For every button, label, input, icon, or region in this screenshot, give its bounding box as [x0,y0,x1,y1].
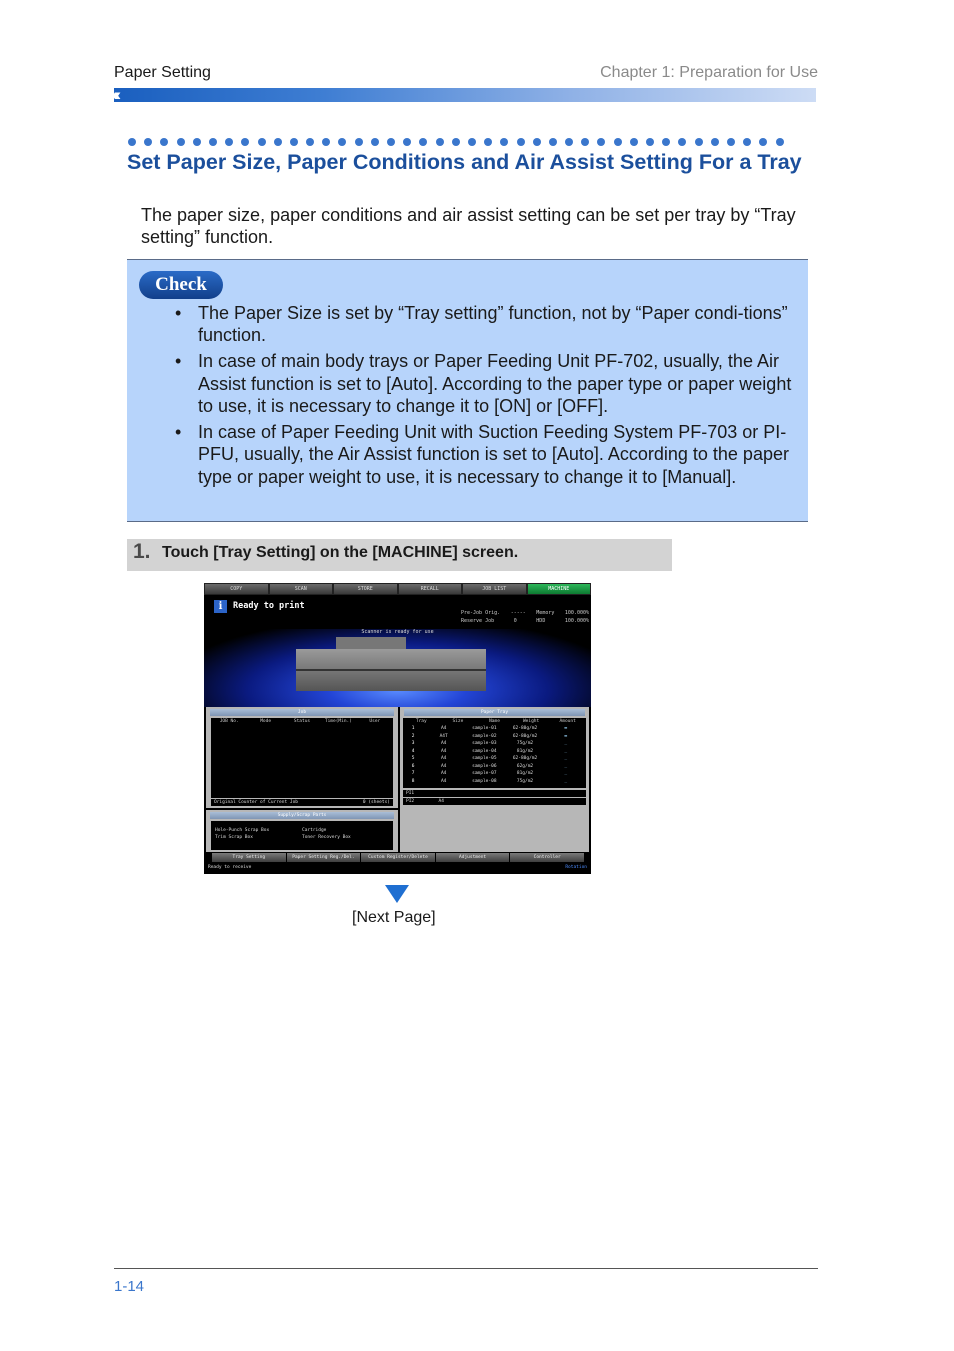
check-badge: Check [139,271,223,299]
check-item: • The Paper Size is set by “Tray setting” function, not by “Paper condi-tions” function. [175,302,795,347]
tray-row[interactable]: 5 A4 sample-05 62-80g/m2 _ [411,756,568,761]
info-icon: i [214,600,227,613]
footer-rule [114,1268,818,1269]
tab-machine[interactable]: MACHINE [528,584,591,594]
machine-screen [204,583,591,874]
tray-row[interactable]: 8 A4 sample-08 75g/m2 _ [411,778,568,784]
intro-paragraph: The paper size, paper conditions and air assist setting can be set per tray by “Tray setting” function. [141,205,796,247]
controller-button[interactable]: Controller [510,853,584,862]
chevron-decoration-icon: ‹‹‹ [112,85,117,104]
running-header-section: Paper Setting [114,64,211,81]
tab-copy[interactable]: COPY [205,584,268,594]
section-title: Set Paper Size, Paper Conditions and Air Assist Setting For a Tray [127,150,802,174]
adjustment-button[interactable]: Adjustment [436,853,510,862]
check-list [175,302,795,491]
ready-to-receive: Ready to receive [208,865,252,870]
tray-row[interactable]: 3 A4 sample-03 75g/m2 _ [411,741,568,746]
header-gradient-bar [112,85,816,104]
supply-list: Hole-Punch Scrap Box Cartridge Trim Scrap Box Toner Recovery Box [211,821,393,850]
tab-scan[interactable]: SCAN [270,584,333,594]
original-counter: Original Counter of Current Job 0 (sheets) [211,799,393,806]
step-bar [127,539,672,571]
tray-row[interactable]: 4 A4 sample-04 81g/m2 _ [411,748,568,754]
dotted-divider [128,138,818,146]
supply-panel [206,810,398,852]
supply-panel-header: Supply/Scrap Parts [210,812,394,819]
check-item: • In case of main body trays or Paper Feeding Unit PF-702, usually, the Air Assist function is set to [Auto]. According to the paper type or paper weight to use, it is necessary to change it to [ON] or [OFF]. [175,350,795,417]
tray-setting-button[interactable]: Tray Setting [212,853,286,862]
down-arrow-icon [385,885,409,903]
paper-tray-header: Paper Tray [404,709,585,716]
status-area [204,595,591,629]
check-callout [127,259,808,522]
tab-job-list[interactable]: JOB LIST [463,584,526,594]
tab-recall[interactable]: RECALL [399,584,462,594]
paper-tray-table[interactable]: Tray Size Name Weight Amount 1 A4 sample-01 62-80g/m2 ▬ 2 A4T sample-02 62-80g/m2 ▬ 3 A4 sample-03 75g/m2 _ 4 A4 sample-04 81g/m2 _ 5 A4 sample-05 62-80g/m2 _ 6 A4 sample-06 62g/m2 _ 7 A4 sample-07 81g/m2 _ 8 A4 sample-08 75g/m2 _ [403,718,586,788]
tray-row[interactable]: 6 A4 sample-06 62g/m2 _ [411,763,568,769]
printer-body-icon [296,649,486,691]
paper-setting-button[interactable]: Paper Setting Reg./Del. [287,853,361,862]
running-header-chapter: Chapter 1: Preparation for Use [600,64,818,81]
machine-illustration [204,629,591,707]
tray-row[interactable]: 7 A4 sample-07 81g/m2 _ [411,771,568,776]
job-panel [206,707,398,808]
rotation-indicator: Rotation [565,865,587,870]
machine-button-row [212,853,584,862]
tray-row[interactable]: 2 A4T sample-02 62-80g/m2 ▬ [411,733,568,739]
next-page-label: [Next Page] [352,909,436,926]
tray-row[interactable]: 1 A4 sample-01 62-80g/m2 ▬ [411,726,568,731]
step-text: Touch [Tray Setting] on the [MACHINE] screen. [162,544,519,561]
paper-tray-panel [400,707,589,852]
custom-register-button[interactable]: Custom Register/Delete [361,853,435,862]
page-number: 1-14 [114,1278,145,1295]
mode-tabs [204,583,591,595]
tab-store[interactable]: STORE [334,584,397,594]
check-item: • In case of Paper Feeding Unit with Suction Feeding System PF-703 or PI-PFU, usually, the Air Assist function is set to [Auto]. According to the paper type or paper weight to use, it is necessary to change it to [Manual]. [175,421,795,488]
ready-status: Ready to print [233,601,305,611]
job-panel-header: Job [210,709,394,716]
scanner-message: Scanner is ready for use [361,629,434,635]
pi2-row[interactable]: PI2 A4 [403,798,586,805]
pi1-row[interactable]: PI1 [403,790,586,797]
job-list[interactable]: JOB No. Mode Status Time(Min.) User [211,718,393,798]
step-number: 1. [133,540,151,563]
job-stats: Pre-Job Orig. ----- Memory 100.000% Reserve Job 0 HDD 100.000% [461,610,589,624]
